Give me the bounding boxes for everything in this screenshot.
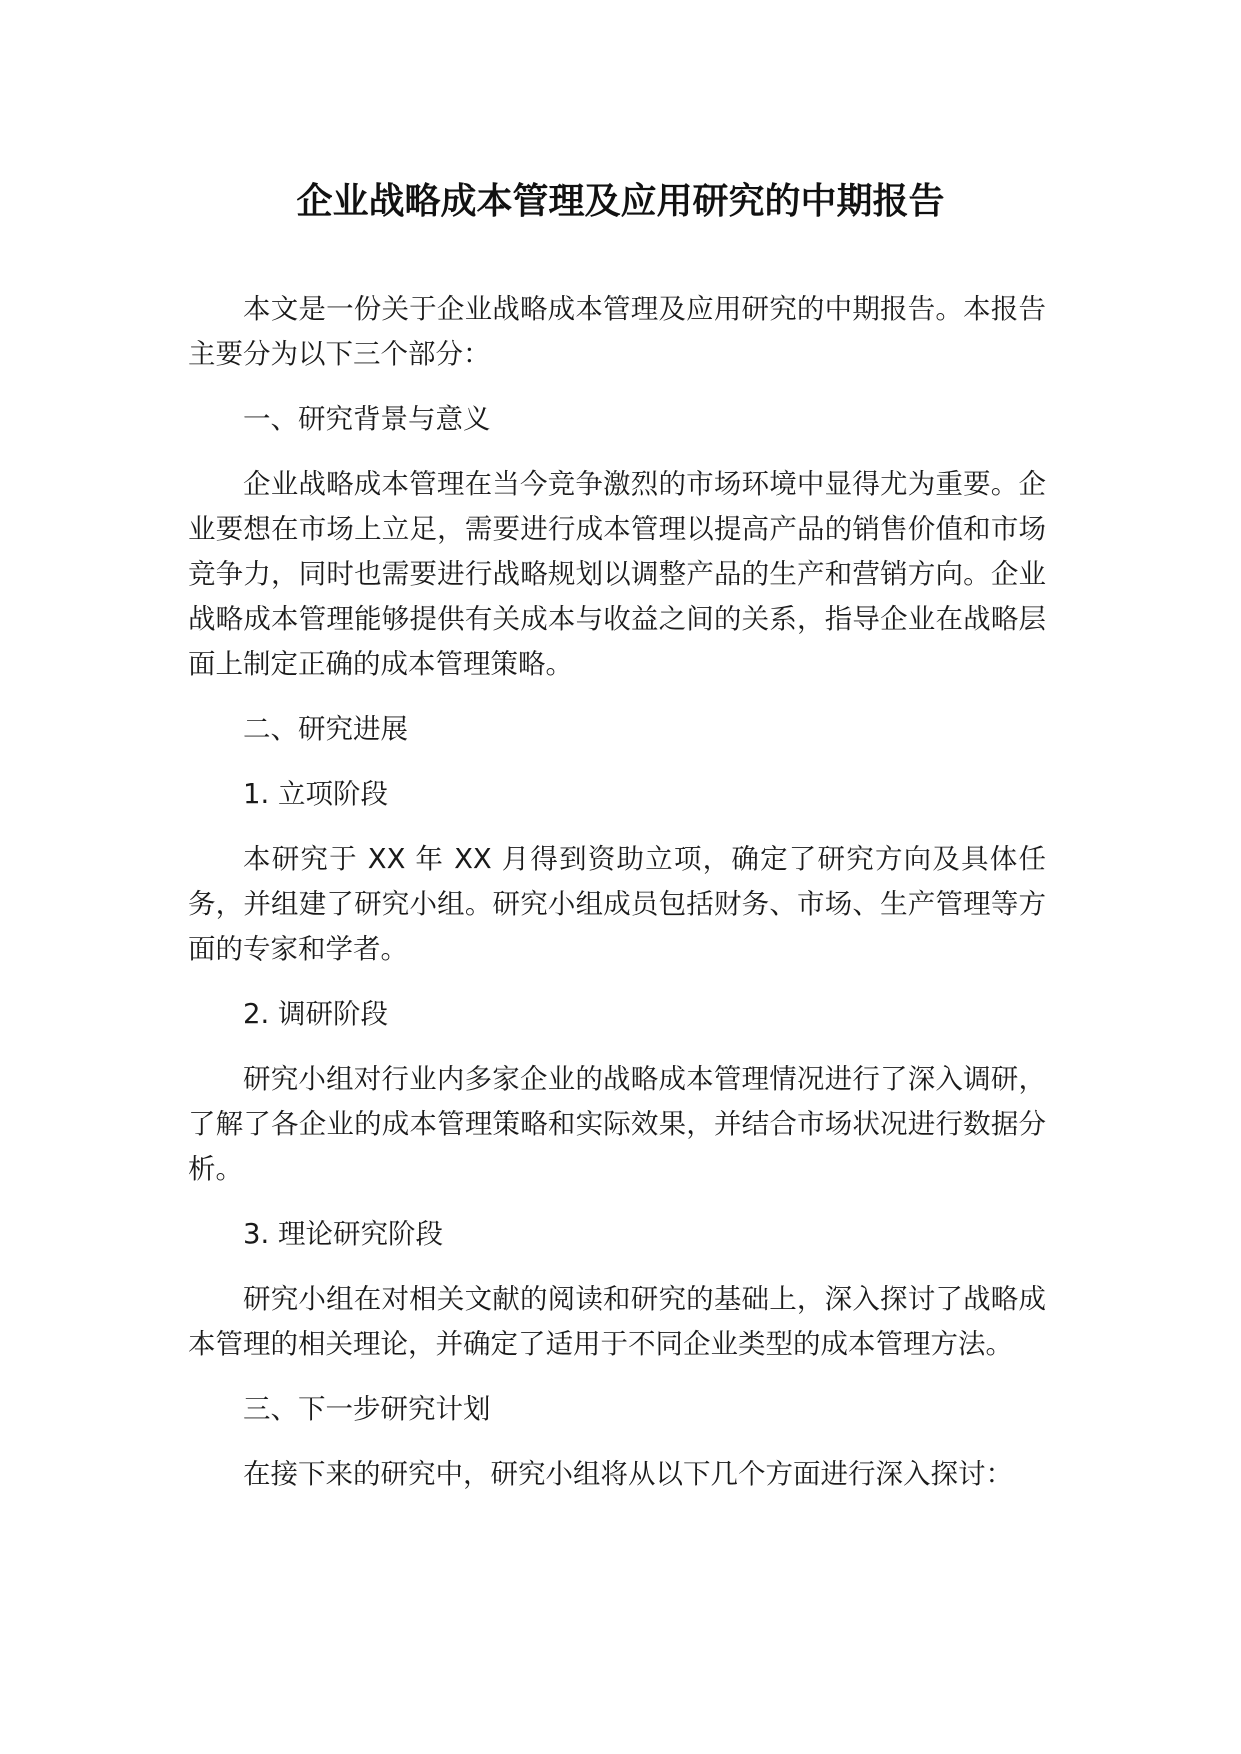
document-body xyxy=(188,287,1046,1517)
survey-paragraph: 研究小组对行业内多家企业的战略成本管理情况进行了深入调研，了解了各企业的成本管理策略和实际效果，并结合市场状况进行数据分析。 xyxy=(188,1063,1046,1185)
next-steps-paragraph: 在接下来的研究中，研究小组将从以下几个方面进行深入探讨： xyxy=(243,1458,1013,1490)
subheading-survey: 2. 调研阶段 xyxy=(243,998,388,1030)
section-heading-background: 一、研究背景与意义 xyxy=(243,403,491,435)
document-title: 企业战略成本管理及应用研究的中期报告 xyxy=(296,181,945,222)
section-heading-next-steps: 三、下一步研究计划 xyxy=(243,1393,491,1425)
subheading-project-approval: 1. 立项阶段 xyxy=(243,778,388,810)
theory-paragraph: 研究小组在对相关文献的阅读和研究的基础上，深入探讨了战略成本管理的相关理论，并确定了适用于不同企业类型的成本管理方法。 xyxy=(188,1283,1046,1360)
section-heading-progress: 二、研究进展 xyxy=(243,713,408,745)
subheading-theory: 3. 理论研究阶段 xyxy=(243,1218,443,1250)
intro-paragraph: 本文是一份关于企业战略成本管理及应用研究的中期报告。本报告主要分为以下三个部分： xyxy=(188,293,1046,370)
project-approval-paragraph: 本研究于 XX 年 XX 月得到资助立项，确定了研究方向及具体任务，并组建了研究小组。研究小组成员包括财务、市场、生产管理等方面的专家和学者。 xyxy=(188,843,1046,965)
background-paragraph: 企业战略成本管理在当今竞争激烈的市场环境中显得尤为重要。企业要想在市场上立足，需要进行成本管理以提高产品的销售价值和市场竞争力，同时也需要进行战略规划以调整产品的生产和营销方向。企业战略成本管理能够提供有关成本与收益之间的关系，指导企业在战略层面上制定正确的成本管理策略。 xyxy=(188,468,1046,680)
